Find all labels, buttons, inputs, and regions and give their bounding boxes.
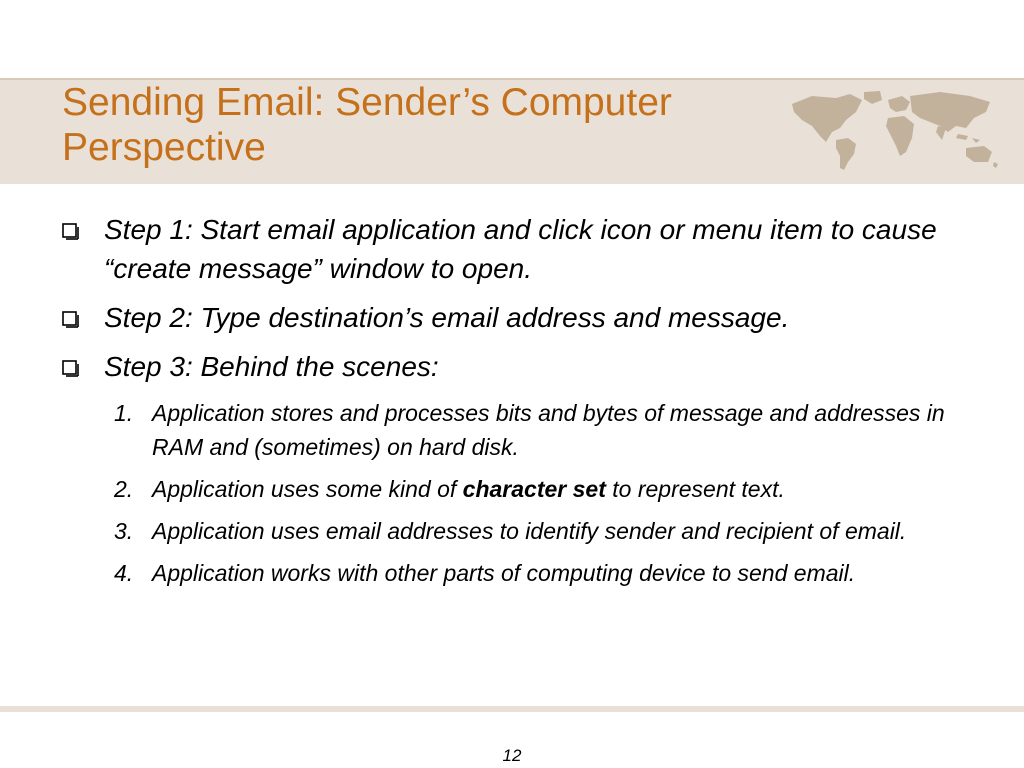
sub-step-item [114, 556, 962, 590]
step-text: Step 2: Type destination’s email address and message. [104, 302, 790, 333]
sub-step-number: 3. [114, 518, 134, 544]
sub-step-text-before: Application uses some kind of [152, 476, 463, 502]
sub-step-number: 2. [114, 476, 134, 502]
checkbox-icon [62, 311, 79, 328]
footer-rule [0, 706, 1024, 712]
sub-step-text-after: to represent text. [605, 476, 785, 502]
page-number: 12 [502, 746, 522, 765]
sub-step-item [114, 396, 962, 464]
sub-step-number: 4. [114, 560, 134, 586]
step-text: Step 3: Behind the scenes: [104, 351, 439, 382]
sub-step-item [114, 514, 962, 548]
sub-step-item [114, 472, 962, 506]
slide-content [62, 210, 962, 598]
step-item [62, 347, 962, 386]
step-text: Step 1: Start email application and click icon or menu item to cause “create message” window to open. [104, 214, 937, 284]
checkbox-icon [62, 223, 79, 240]
sub-step-text: Application works with other parts of computing device to send email. [152, 560, 856, 586]
sub-step-number: 1. [114, 400, 134, 426]
step-item [62, 210, 962, 288]
step-item [62, 298, 962, 337]
world-map-icon [790, 90, 1000, 172]
sub-step-bold-term: character set [462, 476, 606, 502]
sub-step-text: Application stores and processes bits and bytes of message and addresses in RAM and (sometimes) on hard disk. [152, 400, 945, 460]
checkbox-icon [62, 360, 79, 377]
sub-step-list [114, 396, 962, 590]
slide-title: Sending Email: Sender’s Computer Perspective [62, 81, 672, 169]
sub-step-text: Application uses email addresses to identify sender and recipient of email. [152, 518, 907, 544]
